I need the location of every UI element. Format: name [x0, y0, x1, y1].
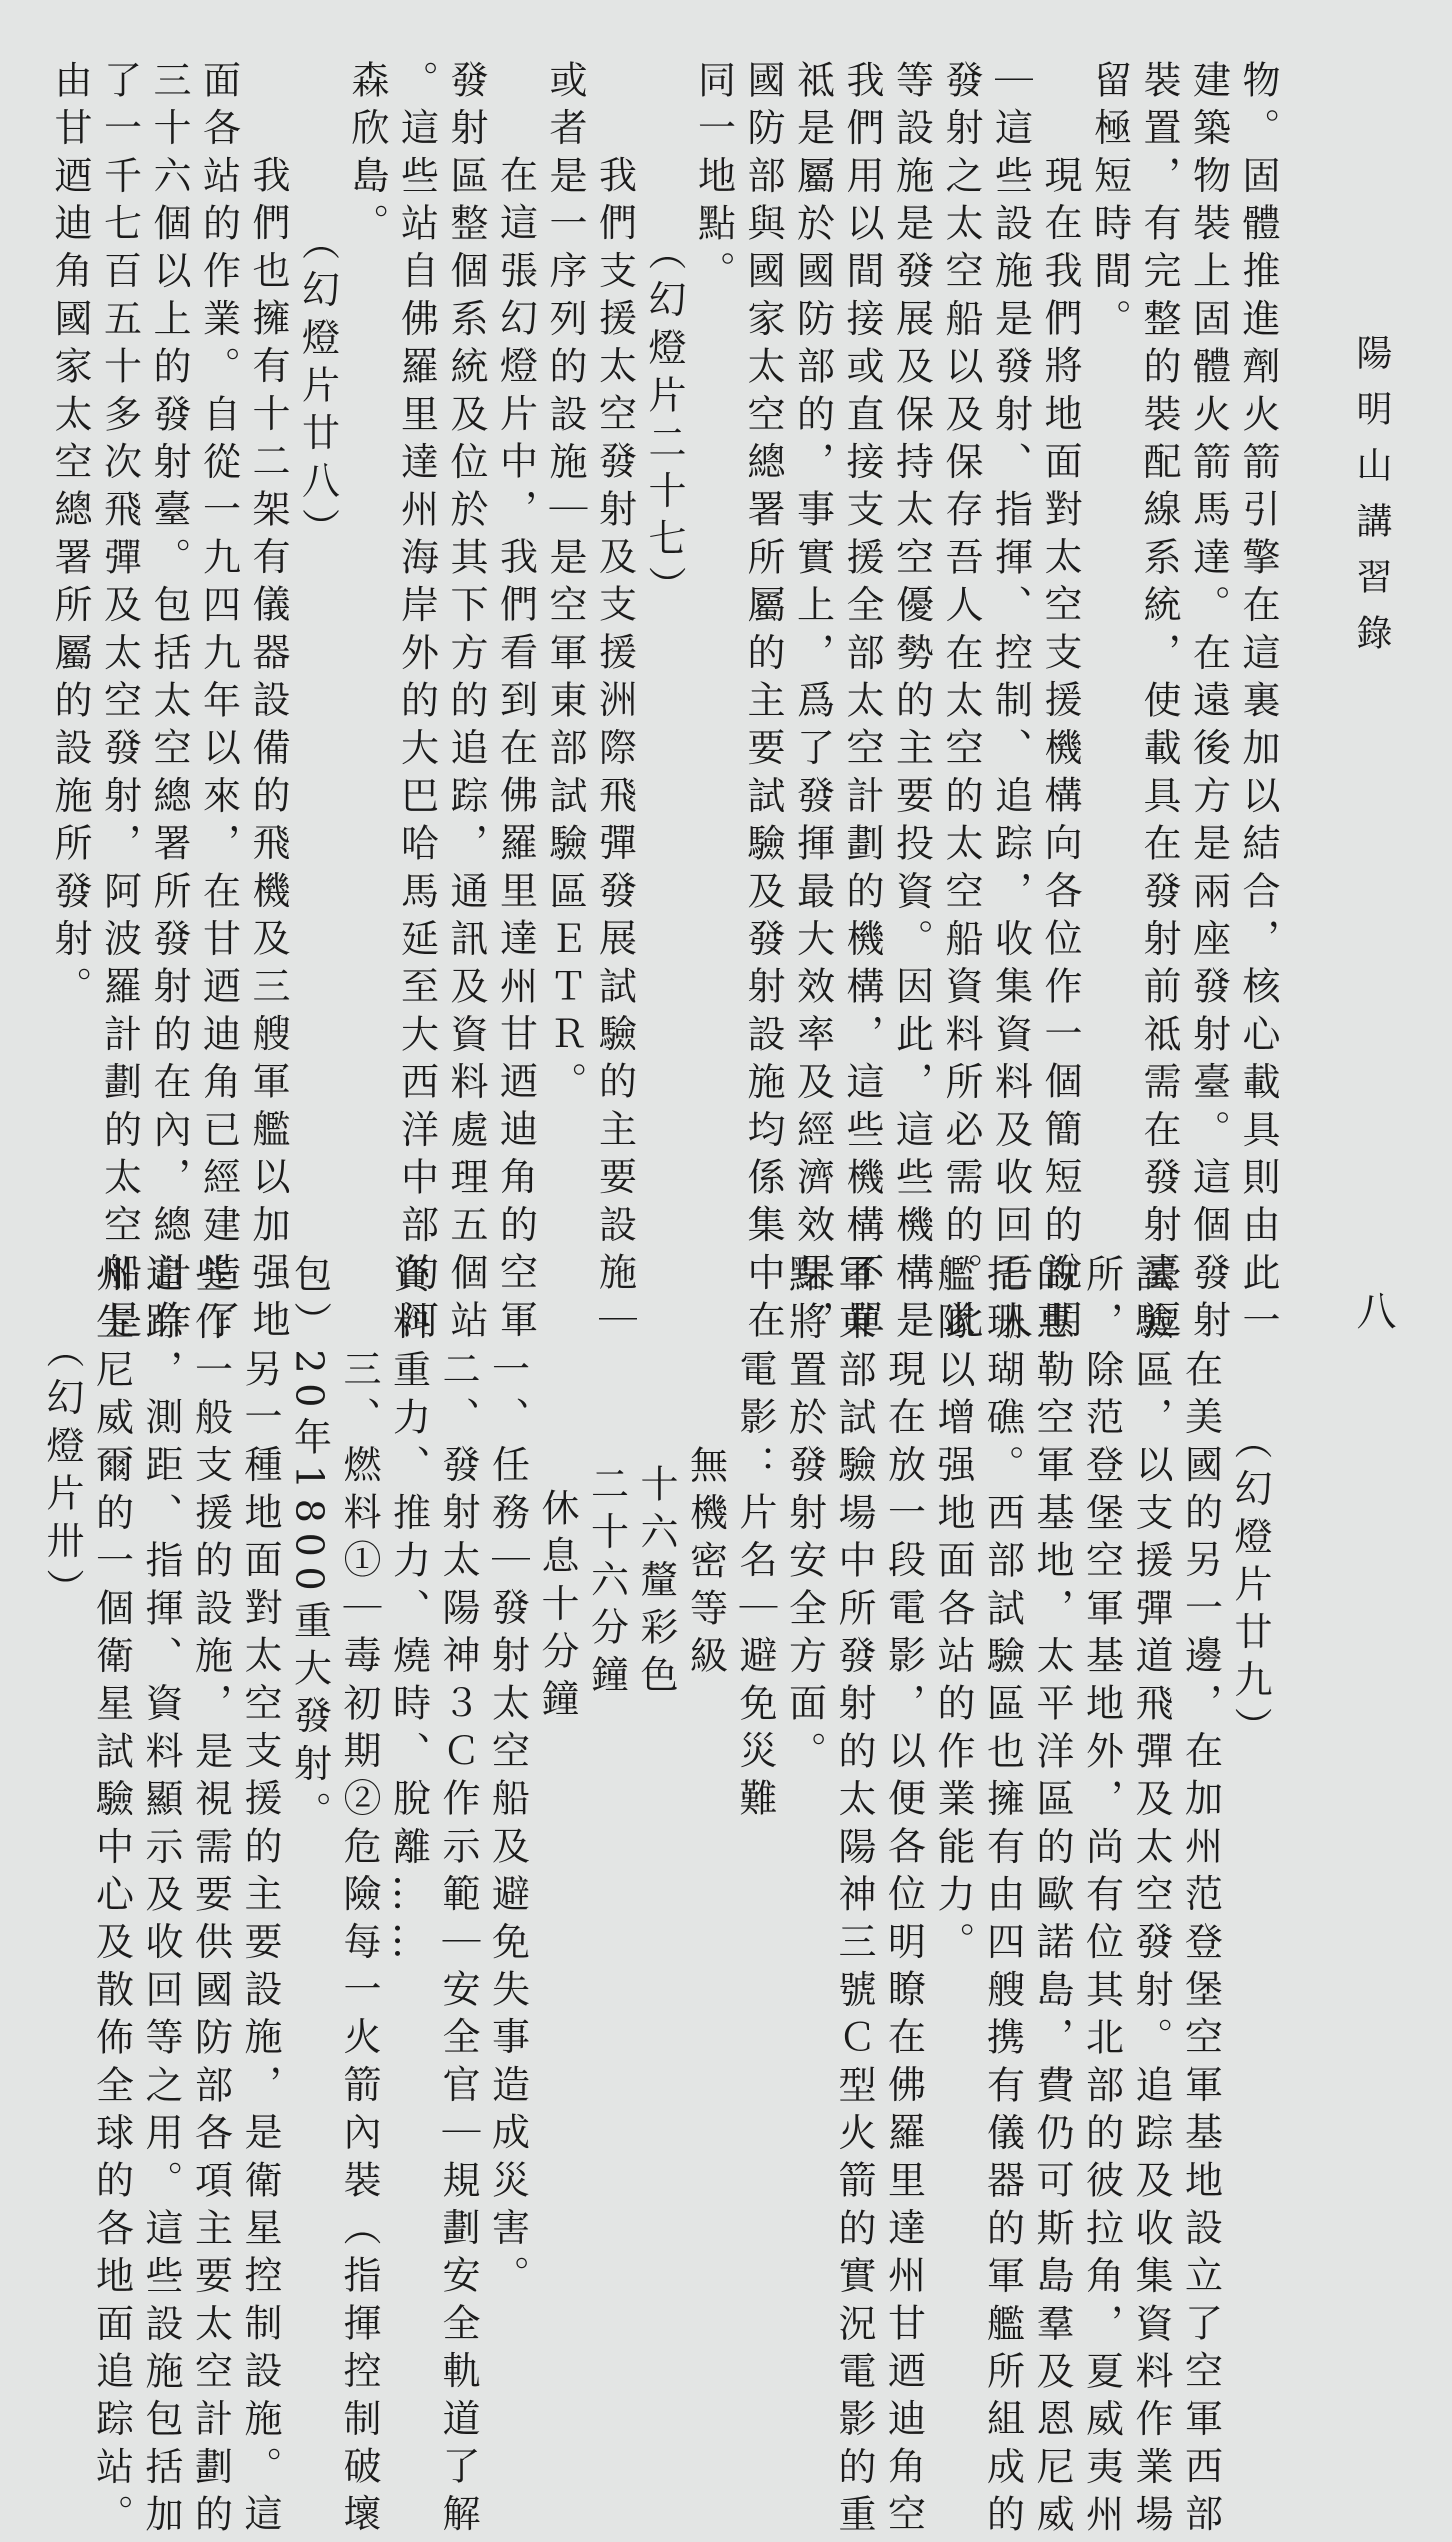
text-column: （幻燈片卅）: [40, 1330, 84, 1617]
text-column: 三、燃料①｜毒初期②危險每一火箭內裝（指揮控制破壞: [337, 1349, 381, 2542]
text-column: 。這些站自佛羅里達州海岸外的大巴哈馬延至大西洋中部的河: [394, 60, 439, 1348]
text-column: 建築物裝上固體火箭馬達。在遠後方是兩座發射臺。這個發射: [1186, 60, 1231, 1348]
text-column: （幻燈片廿八）: [295, 222, 340, 557]
text-column: 電影：片名｜避免災難: [733, 1349, 777, 1827]
text-column: 另一種地面對太空支援的主要設施，是衛星控制設施。這: [238, 1349, 282, 2542]
text-column: 州生尼威爾的一個衛星試驗中心及散佈全球的各地面追踪站。: [89, 1254, 134, 2542]
text-column: 發射區整個系統及位於其下方的追踪，通訊及資料處理五個站: [444, 60, 488, 1348]
text-column: 三十六個以上的發射臺。包括太空總署所發射的在內，總計作: [147, 60, 191, 1348]
text-column: 包）20年1800重大發射。: [287, 1254, 332, 1839]
text-column: 現在我們將地面對太空支援機構向各位作一個簡短的說明: [1038, 155, 1082, 1348]
text-column: 現在放一段電影，以便各位明瞭在佛羅里達州甘迺迪角空: [881, 1349, 926, 2542]
text-column: 托珊瑚礁。西部試驗區也擁有由四艘携有儀器的軍艦所組成的: [980, 1254, 1025, 2542]
text-column: 些作一般支援的設施，是視需要供國防部各項主要太空計劃的: [188, 1254, 233, 2542]
text-column: 同一地點。: [691, 60, 736, 299]
text-column: 十六釐彩色: [634, 1463, 678, 1703]
text-column: 點將置於發射安全方面。: [782, 1254, 827, 1779]
text-column: 面各站的作業。自從一九四九年以來，在甘迺迪角已經建造了: [196, 60, 241, 1348]
text-column: 發射之太空船以及保存吾人在太空的太空船資料所必需的。此: [939, 60, 983, 1348]
text-column: 休息十分鐘: [535, 1487, 579, 1727]
text-column: 追踪，測距、指揮、資料顯示及收回等之用。這些設施包括加: [139, 1254, 183, 2542]
text-column: 國防部與國家太空總署所屬的主要試驗及發射設施均係集中在: [741, 60, 785, 1348]
text-column: 留極短時間。: [1087, 60, 1132, 347]
text-column: 或者是一序列的設施｜是空軍東部試驗區ＥＴＲ。: [543, 60, 587, 1110]
text-column: 了一千七百五十多次飛彈及太空發射，阿波羅計劃的太空船是: [97, 60, 142, 1348]
text-column: 由甘迺迪角國家太空總署所屬的設施所發射。: [48, 60, 92, 1014]
text-column: 物。固體推進劑火箭引擎在這裏加以結合，核心載具則由此一: [1236, 60, 1280, 1348]
text-column: 試驗區，以支援彈道飛彈及太空發射。追踪及收集資料作業場: [1129, 1254, 1173, 2542]
text-column: 的惠勒空軍基地，太平洋區的歐諾島，費仍可斯島羣及恩尼威: [1030, 1254, 1074, 2542]
text-column: 無機密等級: [683, 1444, 728, 1684]
text-column: 二、發射太陽神３Ｃ作示範｜安全官｜規劃安全軌道了解: [436, 1349, 480, 2542]
text-column: （幻燈片二十七）: [642, 231, 686, 614]
text-column: 在這張幻燈片中，我們看到在佛羅里達州甘迺迪角的空軍: [493, 155, 538, 1348]
text-column: 二十六分鐘: [584, 1463, 629, 1703]
text-column: ｜這些設施是發射、指揮、控制、追踪，收集資料及收回吾人: [988, 60, 1033, 1348]
text-column: 森欣島。: [345, 60, 389, 251]
text-column: 艦隊以增强地面各站的作業能力。: [931, 1254, 975, 1970]
text-column: 一、任務｜發射太空船及避免失事造成災害。: [485, 1349, 530, 2304]
text-column: 軍東部試驗場中所發射的太陽神三號Ｃ型火箭的實況電影的重: [832, 1254, 876, 2542]
text-column: 資料重力、推力、燒時、脫離……: [386, 1254, 431, 1970]
text-column: 我們也擁有十二架有儀器設備的飛機及三艘軍艦以加强地: [246, 155, 290, 1348]
text-column: 我們用以間接或直接支援全部太空計劃的機構，這些機構不單: [840, 60, 884, 1348]
text-column: 所，除范登堡空軍基地外，尚有位其北部的彼拉角，夏威夷州: [1079, 1254, 1124, 2542]
text-column: （幻燈片廿九）: [1228, 1420, 1272, 1755]
text-column: 等設施是發展及保持太空優勢的主要投資。因此，這些機構是: [889, 60, 934, 1348]
text-column: 在美國的另一邊，在加州范登堡空軍基地設立了空軍西部: [1178, 1349, 1223, 2542]
text-column: 我們支援太空發射及支援洲際飛彈發展試驗的主要設施｜: [592, 155, 637, 1348]
running-title: 陽明山講習錄: [1351, 334, 1392, 670]
text-column: 祗是屬於國防部的，事實上，爲了發揮最大效率及經濟效果，: [790, 60, 835, 1348]
page-number: 八: [1350, 1290, 1396, 1330]
text-column: 裝置，有完整的裝配線系統，使載具在發射前祗需在發射臺逗: [1137, 60, 1181, 1348]
